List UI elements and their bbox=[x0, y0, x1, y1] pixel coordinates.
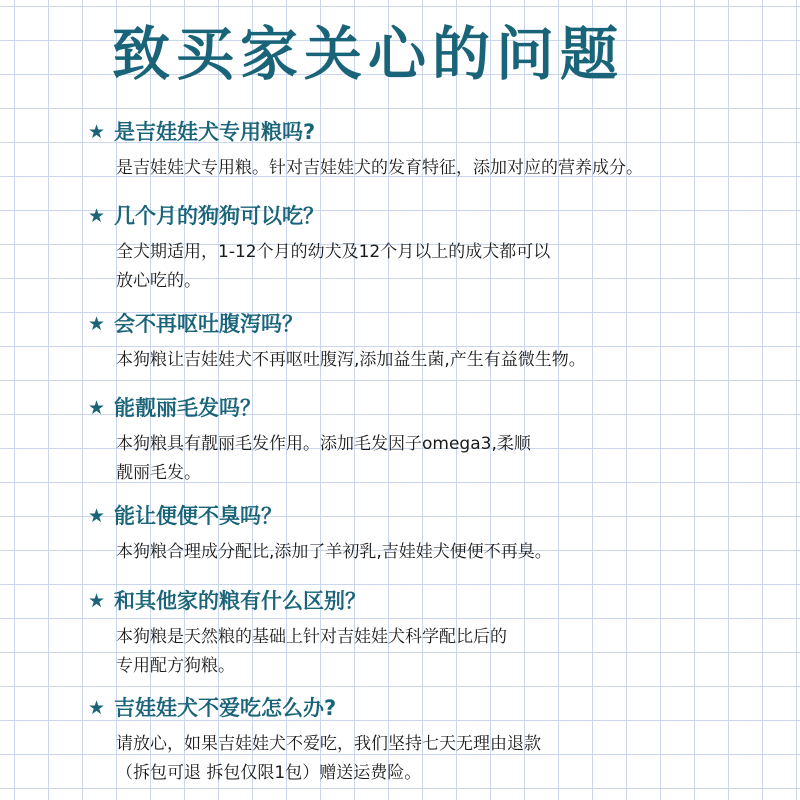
faq-item-7 bbox=[88, 694, 788, 788]
faq-item-5 bbox=[88, 502, 788, 567]
faq-question: 几个月的狗狗可以吃？ bbox=[114, 204, 324, 228]
star-icon: ★ bbox=[88, 697, 106, 719]
faq-question: 能靓丽毛发吗？ bbox=[114, 396, 261, 420]
faq-answer-line: 全犬期适用，1-12个月的幼犬及12个月以上的成犬都可以 bbox=[116, 242, 551, 262]
faq-question: 会不再呕吐腹泻吗？ bbox=[114, 312, 303, 336]
faq-answer-line: 本狗粮合理成分配比,添加了羊初乳,吉娃娃犬便便不再臭。 bbox=[116, 542, 552, 562]
faq-answer-line: 本狗粮让吉娃娃犬不再呕吐腹泻,添加益生菌,产生有益微生物。 bbox=[116, 350, 586, 370]
faq-answer-line: 是吉娃娃犬专用粮。针对吉娃娃犬的发育特征，添加对应的营养成分。 bbox=[116, 158, 643, 178]
star-icon: ★ bbox=[88, 590, 106, 612]
faq-item-2 bbox=[88, 202, 788, 296]
faq-answer-line: 请放心，如果吉娃娃犬不爱吃，我们坚持七天无理由退款 bbox=[116, 734, 541, 754]
faq-answer-line: 靓丽毛发。 bbox=[116, 463, 201, 483]
faq-answer-line: 本狗粮是天然粮的基础上针对吉娃娃犬科学配比后的 bbox=[116, 627, 507, 647]
faq-item-3 bbox=[88, 310, 788, 375]
faq-item-4 bbox=[88, 394, 788, 488]
star-icon: ★ bbox=[88, 397, 106, 419]
faq-answer-line: 专用配方狗粮。 bbox=[116, 656, 235, 676]
page-title: 致买家关心的问题 bbox=[112, 20, 625, 88]
star-icon: ★ bbox=[88, 313, 106, 335]
faq-question: 吉娃娃犬不爱吃怎么办? bbox=[114, 696, 337, 720]
star-icon: ★ bbox=[88, 205, 106, 227]
star-icon: ★ bbox=[88, 505, 106, 527]
faq-answer-line: 本狗粮具有靓丽毛发作用。添加毛发因子omega3,柔顺 bbox=[116, 434, 531, 454]
faq-question: 是吉娃娃犬专用粮吗? bbox=[114, 120, 316, 144]
star-icon: ★ bbox=[88, 121, 106, 143]
faq-answer-line: 放心吃的。 bbox=[116, 271, 201, 291]
faq-answer-line: （拆包可退 拆包仅限1包）赠送运费险。 bbox=[116, 763, 422, 783]
faq-item-6 bbox=[88, 587, 788, 681]
faq-question: 能让便便不臭吗？ bbox=[114, 504, 282, 528]
faq-item-1 bbox=[88, 118, 788, 183]
faq-question: 和其他家的粮有什么区别？ bbox=[114, 589, 366, 613]
